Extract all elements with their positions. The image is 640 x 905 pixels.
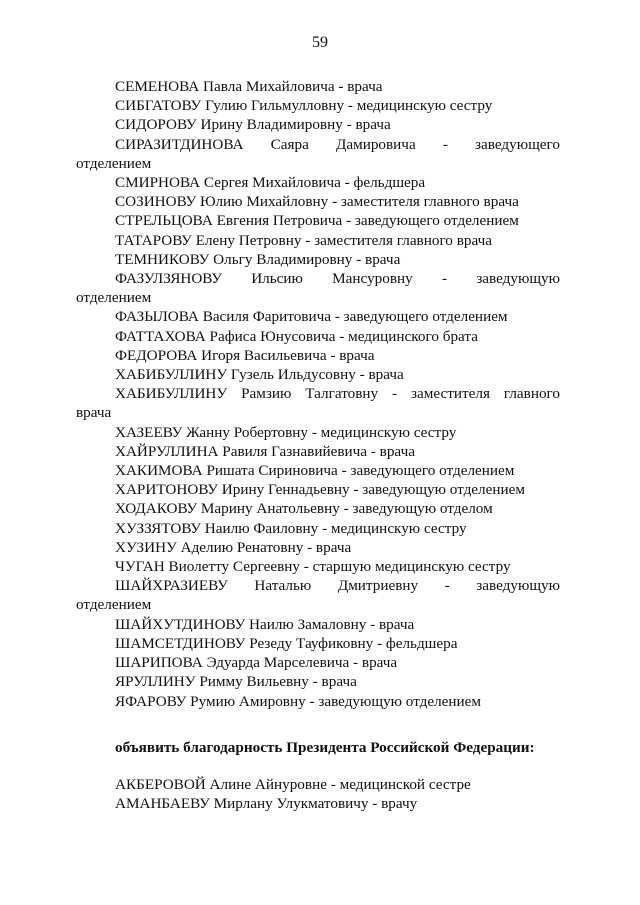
list-item <box>76 442 560 461</box>
word: ХАБИБУЛЛИНУ <box>115 385 228 403</box>
gratitude-list <box>76 775 560 813</box>
list-item-text: АКБЕРОВОЙ Алине Айнуровне - медицинской сестре <box>115 776 471 793</box>
list-item <box>76 499 560 518</box>
list-item-text: ХУЗИНУ Аделию Ренатовну - врача <box>115 538 352 556</box>
list-item-text: СТРЕЛЬЦОВА Евгения Петровича - заведующего отделением <box>115 212 519 230</box>
list-item-continuation: отделением <box>76 154 152 172</box>
word: заведующую <box>476 577 560 595</box>
list-item <box>76 77 560 96</box>
word: Саяра <box>270 135 309 153</box>
word: главного <box>503 385 560 403</box>
list-item <box>76 250 560 269</box>
word: заведующую <box>476 270 560 288</box>
list-item <box>76 557 560 576</box>
list-item <box>76 211 560 230</box>
word: - <box>442 135 448 153</box>
word: Дамировича <box>335 135 416 153</box>
list-item-text: ХАЙРУЛЛИНА Равиля Газнавийевича - врача <box>115 442 415 460</box>
list-item-text: ЧУГАН Виолетту Сергеевну - старшую медицинскую сестру <box>115 558 511 576</box>
word: СИРАЗИТДИНОВА <box>115 135 244 153</box>
list-item <box>76 384 560 422</box>
list-item <box>76 269 560 307</box>
list-item <box>76 365 560 384</box>
list-item-text: ХАРИТОНОВУ Ирину Геннадьевну - заведующую отделением <box>115 481 525 499</box>
list-item <box>76 480 560 499</box>
list-item-text: ШАРИПОВА Эдуарда Марселевича - врача <box>115 654 398 672</box>
list-item-text: СОЗИНОВУ Юлию Михайловну - заместителя главного врача <box>115 193 519 211</box>
word: ФАЗУЛЗЯНОВУ <box>115 270 222 288</box>
list-item <box>76 135 560 173</box>
list-item-text: ХУЗЗЯТОВУ Наилю Фаиловну - медицинскую сестру <box>115 519 467 537</box>
list-item-text: ФЕДОРОВА Игоря Васильевича - врача <box>115 346 375 364</box>
list-item <box>76 672 560 691</box>
list-item-text: СИБГАТОВУ Гулию Гильмулловну - медицинскую сестру <box>115 97 493 115</box>
list-item-text: СМИРНОВА Сергея Михайловича - фельдшера <box>115 174 426 192</box>
list-item <box>76 461 560 480</box>
word: - <box>442 270 448 288</box>
word: Ильсию <box>251 270 303 288</box>
list-item <box>76 231 560 250</box>
word: ШАЙХРАЗИЕВУ <box>115 577 228 595</box>
list-item <box>76 96 560 115</box>
list-item-first-line <box>76 269 560 288</box>
list-item <box>76 346 560 365</box>
list-item <box>76 794 560 813</box>
list-item-text: ЯРУЛЛИНУ Римму Вильевну - врача <box>115 673 357 691</box>
word: Наталью <box>254 577 312 595</box>
list-item <box>76 519 560 538</box>
list-item-text: ХАЗЕЕВУ Жанну Робертовну - медицинскую сестру <box>115 423 457 441</box>
list-item-first-line <box>76 135 560 154</box>
list-item <box>76 615 560 634</box>
list-item <box>76 307 560 326</box>
list-item-text: АМАНБАЕВУ Мирлану Улукматовичу - врачу <box>115 795 418 813</box>
list-item-text: ФАЗЫЛОВА Василя Фаритовича - заведующего отделением <box>115 308 508 326</box>
list-item <box>76 775 560 794</box>
list-item-continuation: отделением <box>76 596 152 614</box>
word: Талгатовну <box>305 385 379 403</box>
list-item <box>76 423 560 442</box>
page-number: 59 <box>312 34 328 51</box>
list-item-text: СИДОРОВУ Ирину Владимировну - врача <box>115 116 391 134</box>
list-item <box>76 692 560 711</box>
list-item-text: ЯФАРОВУ Румию Амировну - заведующую отделением <box>115 692 482 710</box>
list-item-text: ХАБИБУЛЛИНУ Гузель Ильдусовну - врача <box>115 366 404 384</box>
word: - <box>392 385 398 403</box>
word: Рамзию <box>241 385 292 403</box>
list-item <box>76 173 560 192</box>
list-item-text: ХАКИМОВА Ришата Сириновича - заведующего отделением <box>115 462 515 480</box>
list-item <box>76 327 560 346</box>
list-item-first-line <box>76 384 560 403</box>
list-item-text: ХОДАКОВУ Марину Анатольевну - заведующую отделом <box>115 500 493 518</box>
award-list <box>76 77 560 711</box>
word: заместителя <box>411 385 490 403</box>
list-item <box>76 192 560 211</box>
list-item <box>76 576 560 614</box>
word: Мансуровну <box>332 270 413 288</box>
list-item-text: ТАТАРОВУ Елену Петровну - заместителя главного врача <box>115 231 492 249</box>
list-item-text: ШАЙХУТДИНОВУ Наилю Замаловну - врача <box>115 615 415 633</box>
list-item-text: ФАТТАХОВА Рафиса Юнусовича - медицинского брата <box>115 327 478 345</box>
section-heading: объявить благодарность Президента Российской Федерации: <box>115 739 535 756</box>
list-item <box>76 634 560 653</box>
list-item-continuation: врача <box>76 404 112 422</box>
word: Дмитриевну <box>337 577 419 595</box>
list-item-first-line <box>76 576 560 595</box>
word: заведующего <box>475 135 560 153</box>
list-item-continuation: отделением <box>76 289 152 307</box>
list-item <box>76 538 560 557</box>
list-item-text: СЕМЕНОВА Павла Михайловича - врача <box>115 78 383 95</box>
list-item <box>76 653 560 672</box>
word: - <box>444 577 450 595</box>
list-item-text: ТЕМНИКОВУ Ольгу Владимировну - врача <box>115 250 401 268</box>
list-item-text: ШАМСЕТДИНОВУ Резеду Тауфиковну - фельдшера <box>115 634 458 652</box>
list-item <box>76 115 560 134</box>
